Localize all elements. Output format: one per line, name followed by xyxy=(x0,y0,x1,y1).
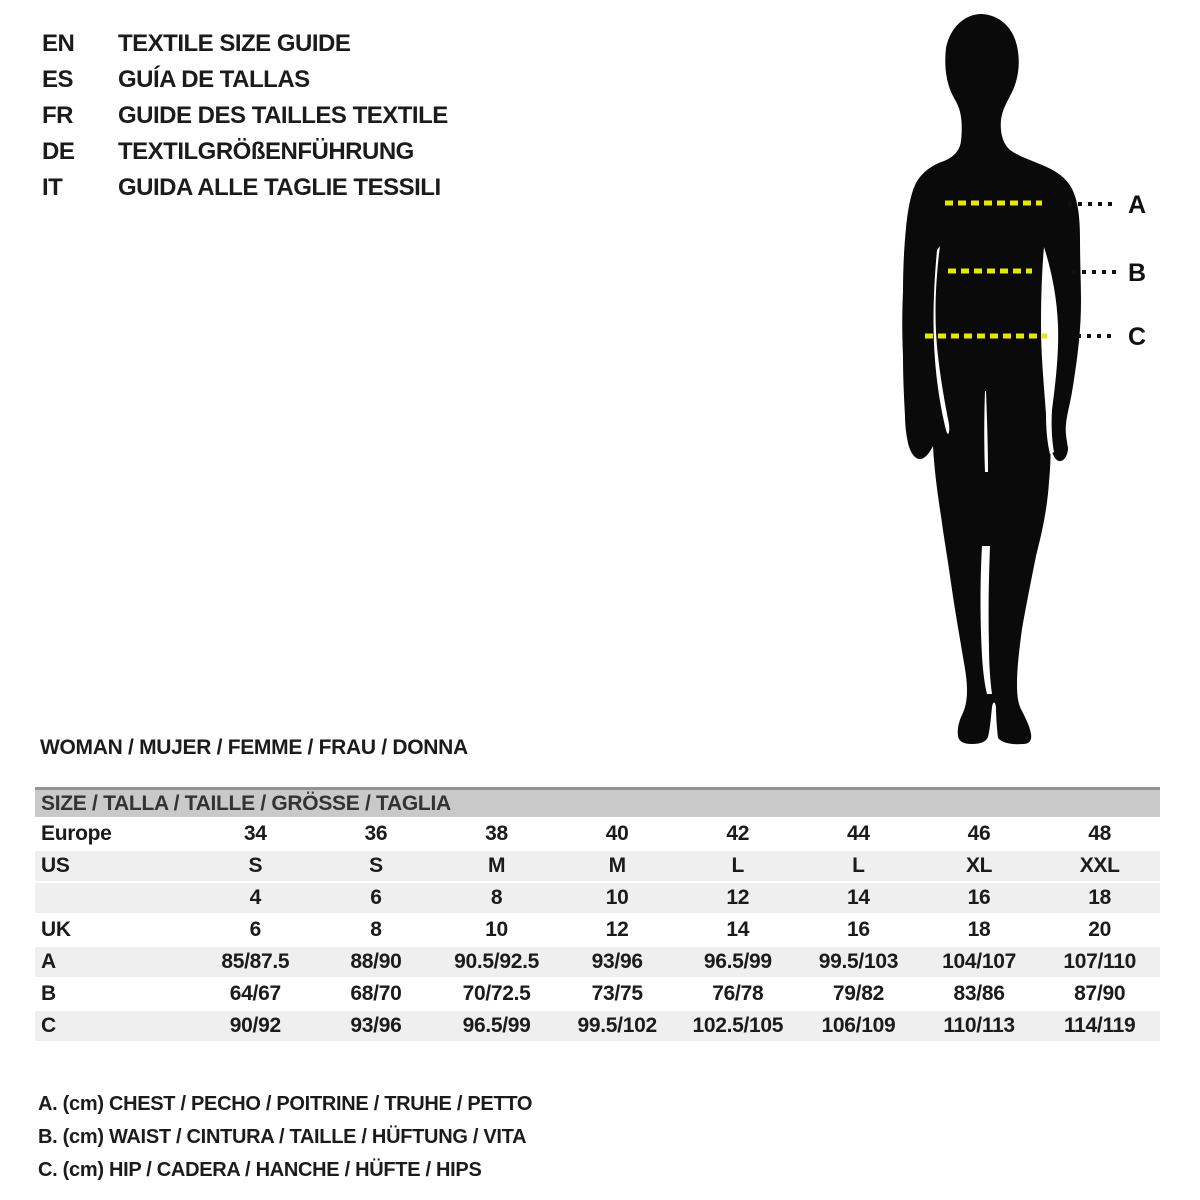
size-cell: 104/107 xyxy=(942,950,1016,973)
row-label: A xyxy=(41,950,56,973)
size-cell: 16 xyxy=(967,886,991,909)
size-cell: 73/75 xyxy=(591,982,643,1005)
size-cell: L xyxy=(852,854,865,877)
size-cell: 36 xyxy=(364,822,388,845)
size-cell: 10 xyxy=(605,886,629,909)
size-cell: M xyxy=(487,854,506,877)
language-title-row xyxy=(42,170,448,206)
legend-line: A. (cm) CHEST / PECHO / POITRINE / TRUHE / PETTO xyxy=(38,1093,533,1115)
legend-line: C. (cm) HIP / CADERA / HANCHE / HÜFTE / HIPS xyxy=(38,1159,482,1181)
size-cell: 12 xyxy=(605,918,629,941)
language-title-row xyxy=(42,134,448,170)
size-cell: 93/96 xyxy=(591,950,643,973)
row-label: UK xyxy=(41,918,71,941)
table-row xyxy=(35,818,1160,850)
size-cell: 96.5/99 xyxy=(462,1014,531,1037)
size-cell: 18 xyxy=(1088,886,1112,909)
size-cell: 8 xyxy=(370,918,382,941)
size-cell: 85/87.5 xyxy=(221,950,290,973)
language-code: FR xyxy=(42,102,73,129)
table-row xyxy=(35,882,1160,914)
size-cell: 4 xyxy=(249,886,261,909)
size-cell: 110/113 xyxy=(943,1014,1015,1037)
size-cell: 46 xyxy=(967,822,991,845)
size-cell: M xyxy=(608,854,626,877)
size-cell: 70/72.5 xyxy=(462,982,531,1005)
size-cell: 79/82 xyxy=(832,982,884,1005)
gender-heading: WOMAN / MUJER / FEMME / FRAU / DONNA xyxy=(40,736,468,759)
row-label xyxy=(35,882,195,914)
table-row xyxy=(35,1010,1160,1042)
hip-label: C xyxy=(1128,323,1147,351)
size-cell: S xyxy=(248,854,263,877)
size-cell: 14 xyxy=(847,886,870,909)
woman-silhouette-figure xyxy=(860,0,1160,760)
size-cell: 16 xyxy=(847,918,870,941)
size-cell: 8 xyxy=(490,886,503,909)
size-cell: 90/92 xyxy=(229,1014,281,1037)
language-title-list xyxy=(42,26,448,206)
language-guide-title: GUIDA ALLE TAGLIE TESSILI xyxy=(118,174,441,201)
table-header-row xyxy=(35,789,1160,819)
size-cell: L xyxy=(731,854,745,877)
language-title-row xyxy=(42,62,448,98)
table-row xyxy=(35,978,1160,1010)
language-title-row xyxy=(42,98,448,134)
language-title-row xyxy=(42,26,448,62)
table-row xyxy=(35,914,1160,946)
size-cell: 10 xyxy=(485,918,508,941)
language-guide-title: GUÍA DE TALLAS xyxy=(118,66,310,93)
chest-label: A xyxy=(1128,191,1147,219)
language-code: IT xyxy=(42,174,63,201)
table-row xyxy=(35,946,1160,978)
language-code: DE xyxy=(42,138,75,165)
size-cell: 14 xyxy=(726,918,750,941)
size-cell: 96.5/99 xyxy=(703,950,772,973)
row-label: Europe xyxy=(41,822,112,845)
size-cell: 107/110 xyxy=(1063,950,1137,973)
size-cell: 99.5/102 xyxy=(577,1014,657,1037)
row-label: US xyxy=(41,854,70,877)
size-cell: 102.5/105 xyxy=(692,1014,784,1037)
size-cell: 18 xyxy=(967,918,991,941)
size-cell: 6 xyxy=(249,918,261,941)
size-cell: 48 xyxy=(1088,822,1112,845)
language-code: ES xyxy=(42,66,74,93)
size-cell: 6 xyxy=(370,886,382,909)
size-cell: S xyxy=(369,854,383,877)
size-cell: 12 xyxy=(726,886,750,909)
size-cell: XXL xyxy=(1079,854,1120,877)
legend-line: B. (cm) WAIST / CINTURA / TAILLE / HÜFTUNG / VITA xyxy=(38,1126,527,1148)
size-cell: 42 xyxy=(726,822,750,845)
size-cell: 99.5/103 xyxy=(818,950,899,973)
row-label: B xyxy=(41,982,56,1005)
waist-label: B xyxy=(1128,259,1147,287)
size-cell: XL xyxy=(965,854,993,877)
size-cell: 76/78 xyxy=(712,982,764,1005)
size-table-body xyxy=(35,818,1160,1042)
size-cell: 20 xyxy=(1088,918,1112,941)
language-code: EN xyxy=(42,30,75,57)
size-cell: 68/70 xyxy=(350,982,402,1005)
size-table xyxy=(35,787,1160,1043)
size-cell: 64/67 xyxy=(229,982,281,1005)
size-cell: 38 xyxy=(485,822,508,845)
size-cell: 90.5/92.5 xyxy=(454,950,539,973)
language-guide-title: TEXTILGRÖßENFÜHRUNG xyxy=(118,138,414,165)
language-guide-title: GUIDE DES TAILLES TEXTILE xyxy=(118,102,448,129)
size-cell: 106/109 xyxy=(821,1014,896,1037)
row-label: C xyxy=(41,1014,56,1037)
size-cell: 114/119 xyxy=(1063,1014,1136,1037)
language-guide-title: TEXTILE SIZE GUIDE xyxy=(118,30,351,57)
measurement-legend xyxy=(38,1088,532,1187)
size-cell: 40 xyxy=(605,822,629,845)
size-cell: 87/90 xyxy=(1074,982,1126,1005)
size-cell: 83/86 xyxy=(953,982,1005,1005)
table-header-label: SIZE / TALLA / TAILLE / GRÖSSE / TAGLIA xyxy=(35,789,1160,819)
table-row xyxy=(35,850,1160,882)
size-cell: 93/96 xyxy=(350,1014,402,1037)
size-cell: 88/90 xyxy=(350,950,402,973)
size-cell: 44 xyxy=(847,822,870,845)
size-cell: 34 xyxy=(243,822,267,845)
